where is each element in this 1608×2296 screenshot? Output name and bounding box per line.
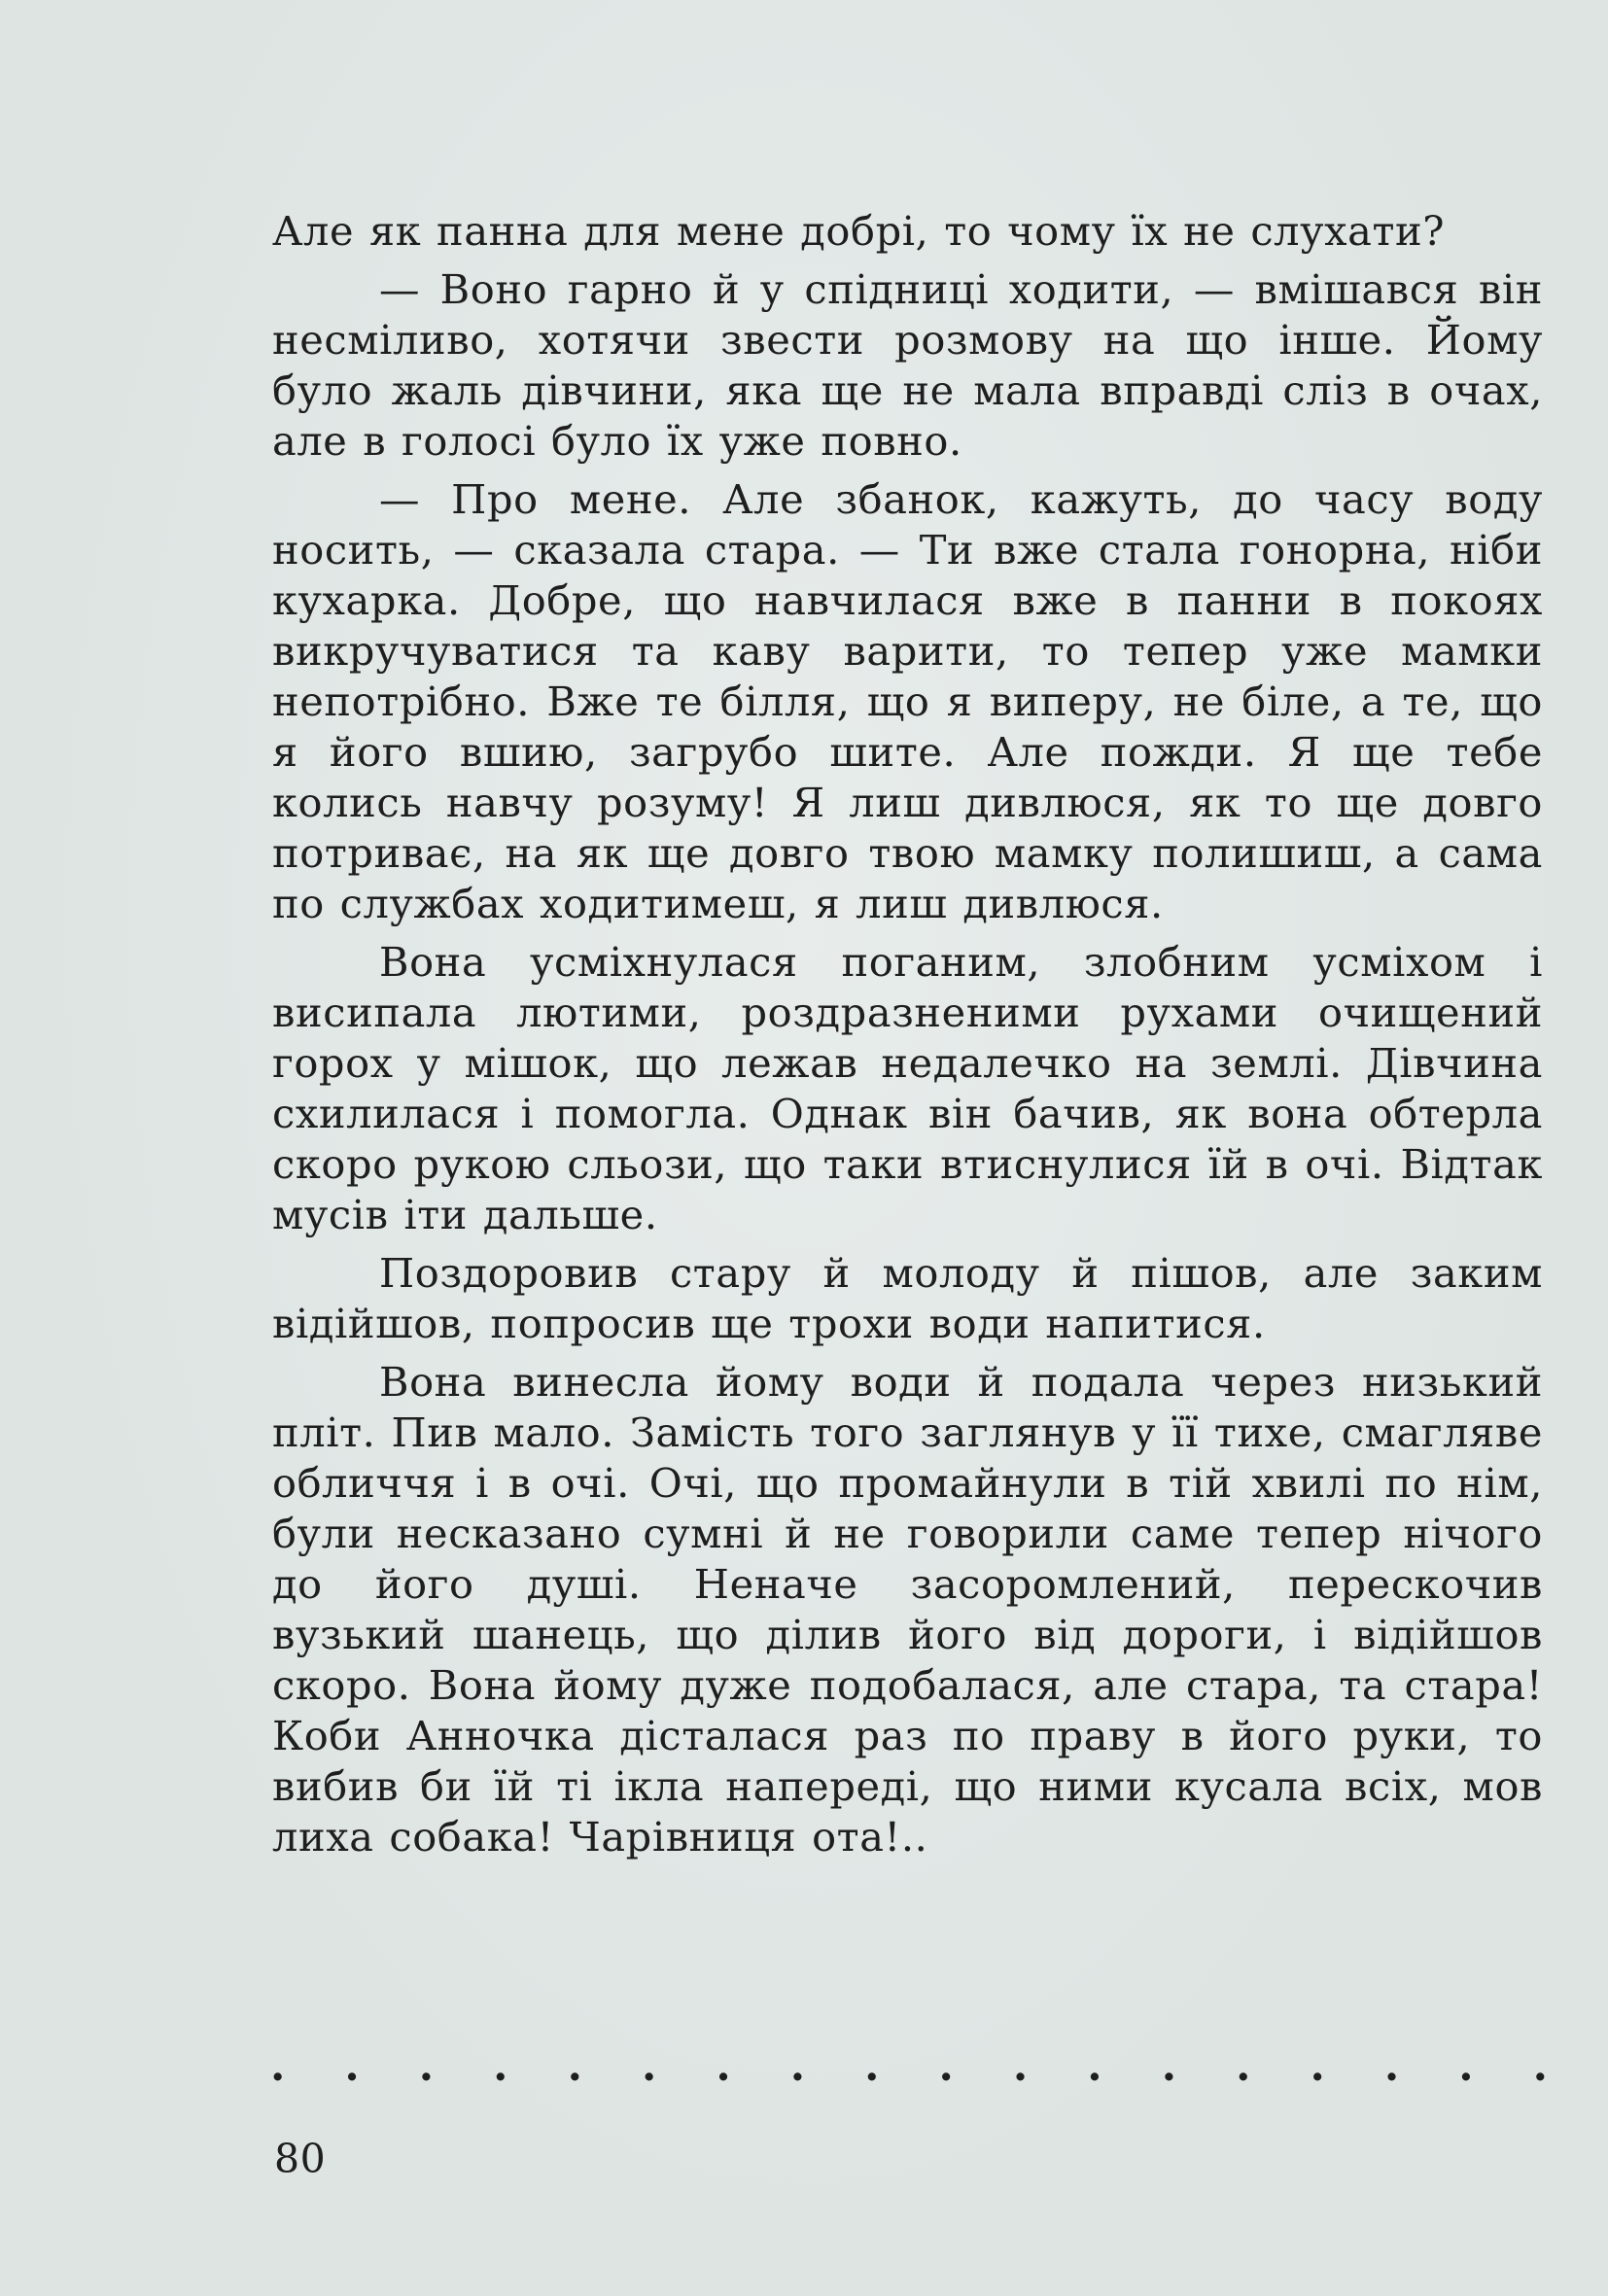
separator-dot: .: [641, 2041, 657, 2091]
separator-dot: .: [344, 2041, 360, 2091]
paragraph: Вона винесла йому води й подала через низький пліт. Пив мало. Замість того заглянув у її тихе, смагляве обличчя і в очі. Очі, що промайнули в тій хвилі по нім, були несказано сумні й не говорили саме тепер нічого до його душі. Неначе засоромлений, перескочив вузький шанець, що ділив його від дороги, і відійшов скоро. Вона йому дуже подобалася, але стара, та стара! Коби Анночка дісталася раз по праву в його руки, то вибив би їй ті ікла напереді, що ними кусала всіх, мов лиха собака! Чарівниця ота!..: [272, 1358, 1543, 1861]
paragraph: Але як панна для мене добрі, то чому їх не слухати?: [272, 207, 1446, 255]
paragraph: — Воно гарно й у спідниці ходити, — вмішався він несміливо, хотячи звести розмову на що інше. Йому було жаль дівчини, яка ще не мала вправді сліз в очах, але в голосі було їх уже повно.: [272, 265, 1543, 465]
separator-dot: .: [567, 2041, 582, 2091]
separator-dot: .: [938, 2041, 954, 2091]
paragraph: Поздоровив стару й молоду й пішов, але заким відійшов, попросив ще трохи води напитися.: [272, 1249, 1543, 1347]
separator-dot: .: [1383, 2041, 1400, 2091]
body-text: [272, 206, 1543, 1870]
separator-dot: .: [1532, 2041, 1548, 2091]
separator-dot: .: [789, 2041, 806, 2091]
paragraph: Вона усміхнулася поганим, злобним усміхом і висипала лютими, роздразненими рухами очищений горох у мішок, що лежав недалечко на землі. Дівчина схилилася і помогла. Однак він бачив, як вона обтерла скоро рукою сльози, що таки втиснулися їй в очі. Відтак мусів іти дальше.: [272, 938, 1543, 1238]
separator-dot: .: [1458, 2041, 1474, 2091]
separator-dot: .: [1012, 2041, 1029, 2091]
separator-dot: .: [493, 2041, 508, 2091]
separator-dot: .: [1310, 2041, 1325, 2091]
separator-dot: .: [1161, 2041, 1177, 2091]
section-separator: [270, 2041, 1548, 2091]
paragraph: — Про мене. Але збанок, кажуть, до часу воду носить, — сказала стара. — Ти вже стала гонорна, ніби кухарка. Добре, що навчилася вже в панни в покоях викручуватися та каву варити, то тепер уже мамки непотрібно. Вже те білля, що я виперу, не біле, а те, що я його вшию, загрубо шите. Але пожди. Я ще тебе колись навчу розуму! Я лиш дивлюся, як то ще довго потриває, на як ще довго твою мамку полишиш, а сама по службах ходитимеш, я лиш дивлюся.: [272, 475, 1543, 927]
separator-dot: .: [1236, 2041, 1251, 2091]
separator-dot: .: [716, 2041, 731, 2091]
separator-dot: .: [1087, 2041, 1102, 2091]
separator-dot: .: [864, 2041, 880, 2091]
page-number: 80: [274, 2136, 327, 2182]
separator-dot: .: [418, 2041, 435, 2091]
separator-dot: .: [270, 2041, 286, 2091]
